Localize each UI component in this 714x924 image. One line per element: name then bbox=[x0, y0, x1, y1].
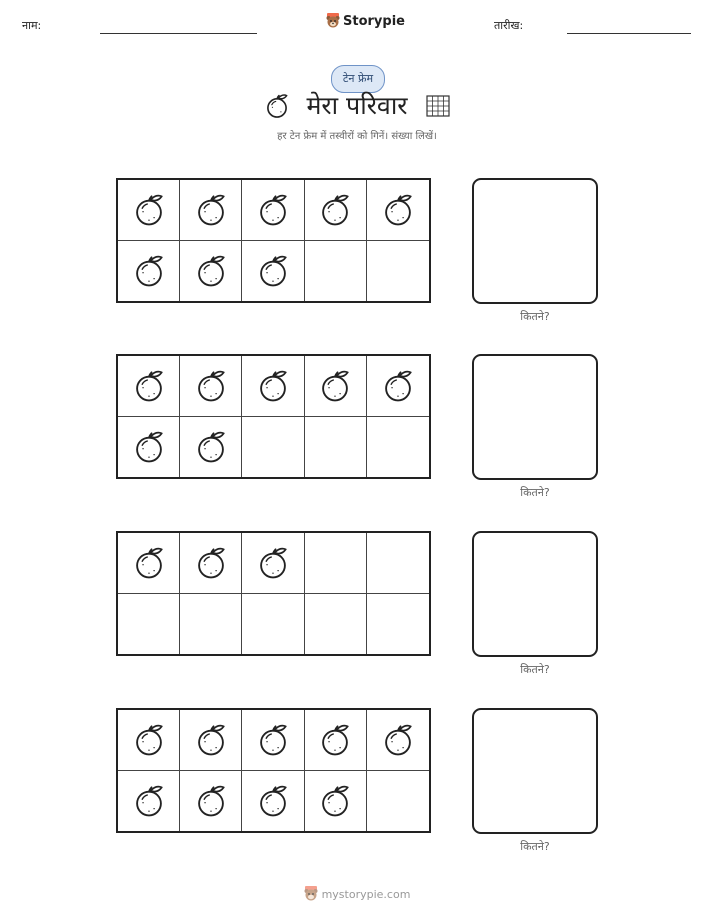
frame-cell bbox=[367, 771, 429, 832]
brand-logo bbox=[326, 13, 405, 29]
orange-icon bbox=[194, 369, 228, 403]
frame-cell bbox=[367, 594, 429, 655]
name-field[interactable] bbox=[100, 33, 257, 34]
orange-icon bbox=[132, 784, 166, 818]
frame-cell bbox=[367, 180, 429, 241]
how-many-label: कितने? bbox=[520, 310, 550, 323]
frame-cell bbox=[242, 533, 304, 594]
frame-cell bbox=[305, 356, 367, 417]
ten-frame bbox=[116, 354, 431, 479]
date-field[interactable] bbox=[567, 33, 691, 34]
frame-cell bbox=[305, 771, 367, 832]
orange-icon bbox=[256, 784, 290, 818]
frame-cell bbox=[242, 710, 304, 771]
frame-cell bbox=[367, 356, 429, 417]
frame-cell bbox=[180, 771, 242, 832]
ten-frame bbox=[116, 708, 431, 833]
frame-cell bbox=[305, 180, 367, 241]
orange-icon bbox=[381, 369, 415, 403]
frame-cell bbox=[118, 533, 180, 594]
frame-cell bbox=[242, 771, 304, 832]
frame-cell bbox=[118, 356, 180, 417]
frame-cell bbox=[118, 241, 180, 302]
frame-cell bbox=[367, 241, 429, 302]
frame-cell bbox=[118, 180, 180, 241]
how-many-label: कितने? bbox=[520, 663, 550, 676]
frame-cell bbox=[305, 710, 367, 771]
footer-url[interactable]: mystorypie.com bbox=[321, 887, 411, 901]
orange-icon bbox=[132, 369, 166, 403]
orange-icon bbox=[194, 254, 228, 288]
orange-icon bbox=[132, 546, 166, 580]
frame-cell bbox=[180, 180, 242, 241]
frame-cell bbox=[367, 710, 429, 771]
bear-mascot-icon bbox=[304, 886, 318, 902]
answer-box[interactable] bbox=[472, 531, 598, 657]
frame-cell bbox=[180, 356, 242, 417]
frame-cell bbox=[242, 594, 304, 655]
ten-frame bbox=[116, 531, 431, 656]
frame-cell bbox=[180, 533, 242, 594]
frame-cell bbox=[242, 417, 304, 478]
orange-icon bbox=[256, 546, 290, 580]
frame-cell bbox=[305, 417, 367, 478]
orange-icon bbox=[318, 369, 352, 403]
frame-cell bbox=[180, 241, 242, 302]
orange-icon bbox=[256, 193, 290, 227]
frame-cell bbox=[367, 533, 429, 594]
frame-cell bbox=[180, 417, 242, 478]
answer-box[interactable] bbox=[472, 354, 598, 480]
orange-icon bbox=[194, 430, 228, 464]
footer bbox=[0, 886, 714, 902]
name-label: नाम: bbox=[22, 19, 42, 32]
orange-icon bbox=[194, 784, 228, 818]
orange-icon bbox=[318, 723, 352, 757]
answer-box[interactable] bbox=[472, 178, 598, 304]
orange-icon bbox=[194, 723, 228, 757]
frame-cell bbox=[305, 594, 367, 655]
frame-cell bbox=[180, 710, 242, 771]
topic-badge: टेन फ्रेम bbox=[331, 65, 385, 93]
orange-icon bbox=[256, 723, 290, 757]
orange-icon bbox=[256, 369, 290, 403]
brand-name: Storypie bbox=[343, 13, 405, 29]
frame-cell bbox=[118, 771, 180, 832]
orange-icon bbox=[318, 784, 352, 818]
answer-box[interactable] bbox=[472, 708, 598, 834]
ten-frame-icon bbox=[426, 95, 450, 117]
how-many-label: कितने? bbox=[520, 486, 550, 499]
how-many-label: कितने? bbox=[520, 840, 550, 853]
orange-icon bbox=[194, 546, 228, 580]
frame-cell bbox=[118, 594, 180, 655]
frame-cell bbox=[367, 417, 429, 478]
frame-cell bbox=[242, 241, 304, 302]
page-title: मेरा परिवार bbox=[306, 91, 408, 120]
orange-icon bbox=[132, 723, 166, 757]
instructions: हर टेन फ्रेम में तस्वीरों को गिनें। संख्या लिखें। bbox=[277, 131, 437, 142]
frame-cell bbox=[242, 180, 304, 241]
frame-cell bbox=[118, 417, 180, 478]
orange-icon bbox=[132, 193, 166, 227]
orange-icon bbox=[256, 254, 290, 288]
orange-icon bbox=[381, 193, 415, 227]
frame-cell bbox=[118, 710, 180, 771]
orange-icon bbox=[381, 723, 415, 757]
orange-icon bbox=[318, 193, 352, 227]
frame-cell bbox=[305, 241, 367, 302]
date-label: तारीख: bbox=[494, 19, 524, 32]
frame-cell bbox=[242, 356, 304, 417]
orange-icon bbox=[194, 193, 228, 227]
orange-icon bbox=[132, 430, 166, 464]
frame-cell bbox=[305, 533, 367, 594]
bear-mascot-icon bbox=[326, 13, 340, 29]
frame-cell bbox=[180, 594, 242, 655]
ten-frame bbox=[116, 178, 431, 303]
orange-icon bbox=[132, 254, 166, 288]
